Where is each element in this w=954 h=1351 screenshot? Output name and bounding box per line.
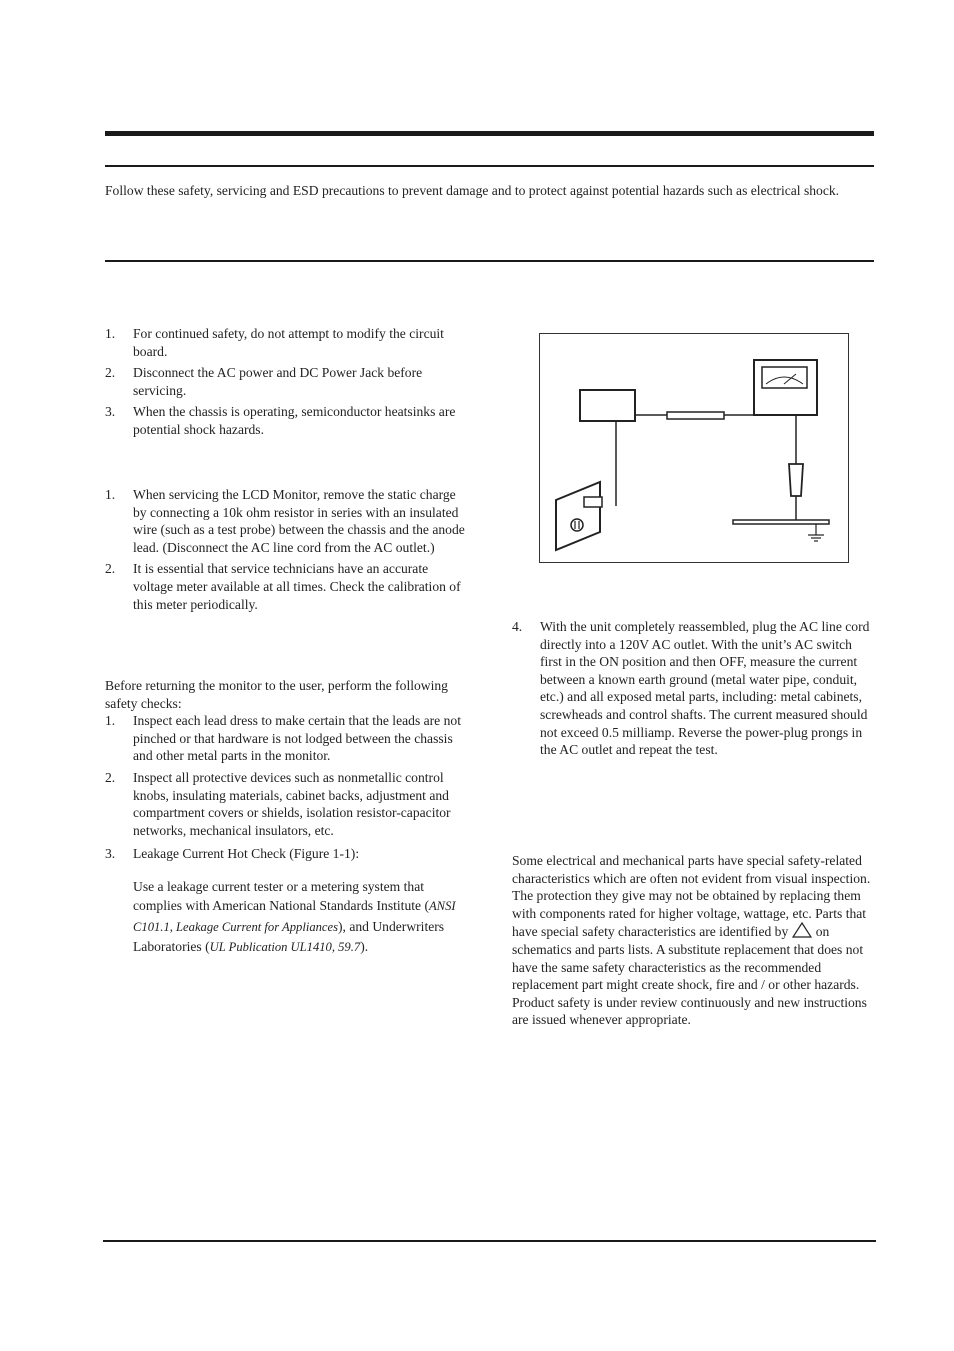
servicing-item-1 [105,486,470,556]
ground-plate [733,520,829,524]
safety-check-item-1 [105,712,470,765]
item-number: 4. [512,619,523,634]
leakage-test-schematic [540,334,848,562]
item-number: 1. [105,487,116,502]
item-number: 1. [105,713,116,729]
safety-checks [105,677,470,958]
item-text: Inspect each lead dress to make certain that the leads are not pinched or that hardware is not lodged between the chassis and other metal parts in the monitor. [133,713,461,764]
item-text: Leakage Current Hot Check (Figure 1-1): [133,846,360,862]
test-probe [789,464,803,496]
warnings-list [105,325,470,439]
standards-text-b: ), and Underwriters Laboratories ( [133,918,445,955]
item-number: 3. [105,404,116,420]
item-text: Inspect all protective devices such as nonmetallic control knobs, insulating materials, cabinet backs, adjustment and compartment covers or shields, isolation resistor-capacitor networks, mechanical insulators, etc. [133,769,451,838]
item-number: 1. [105,326,116,341]
top-thick-rule [105,131,874,136]
plug [584,497,602,507]
standards-text-a: Use a leakage current tester or a metering system that complies with American National Standards Institute ( [133,878,429,914]
safety-triangle-icon [792,922,812,938]
safety-checks-lead: Before returning the monitor to the user, perform the following safety checks: [105,678,448,711]
standards-text-c: ). [360,939,369,955]
product-safety-text-b: on schematics and parts lists. A substitute replacement that does not have the same safety characteristics as the recommended replacement part might create shock, fire and / or other hazards. Product safety is under review continuously and new instructions are issued whenever appropriate. [512,924,867,1028]
item-number: 2. [105,365,116,381]
ul-reference: UL Publication UL1410, 59.7 [209,940,361,955]
item-text: It is essential that service technicians have an accurate voltage meter available at all times. Check the calibration of this meter periodically. [133,561,461,612]
warning-item-1 [105,325,470,360]
wall-outlet [556,482,600,550]
servicing-item-2 [105,560,470,613]
ansi-reference: ANSI C101.1 [133,899,456,934]
leakage-standards-paragraph [105,877,470,958]
device-box [580,390,635,421]
warning-item-2 [105,364,470,399]
warning-item-3 [105,403,470,438]
safety-check-item-2 [105,769,470,839]
resistor-symbol [667,412,724,419]
intro-paragraph: Follow these safety, servicing and ESD precautions to prevent damage and to protect against potential hazards such as electrical shock. [105,183,840,198]
item-number: 2. [105,561,116,577]
item-text: Disconnect the AC power and DC Power Jack before servicing. [133,365,423,398]
servicing-list [105,486,470,613]
ansi-title: , Leakage Current for Appliances [169,919,339,934]
item-number: 3. [105,846,116,862]
item-text: When the chassis is operating, semiconductor heatsinks are potential shock hazards. [133,404,456,437]
leakage-test-diagram [539,333,849,563]
item-text: When servicing the LCD Monitor, remove the static charge by connecting a 10k ohm resistor in series with an insulated wire (such as a test probe) between the chassis and the anode lead. (Disconnect the AC line cord from the AC outlet.) [133,487,465,555]
item-number: 2. [105,769,116,785]
item-text: With the unit completely reassembled, plug the AC line cord directly into a 120V AC outlet. With the unit’s AC switch first in the ON position and then OFF, measure the current between a known earth ground (metal water pipe, conduit, etc.) and all exposed metal parts, including: metal cabinets, screwheads and control shafts. The current measured should not exceed 0.5 milliamp. Reverse the power-plug prongs in the AC outlet and repeat the test. [540,619,870,758]
step-4-item [512,618,874,759]
footer-rule [103,1240,876,1242]
item-text: For continued safety, do not attempt to modify the circuit board. [133,326,444,359]
section-rule [105,260,874,262]
outlet-socket [571,519,583,531]
title-rule [105,165,874,167]
product-safety-text-a: Some electrical and mechanical parts have special safety-related characteristics which are often not evident from visual inspection. The protection they give may not be obtained by replacing them with components rated for higher voltage, wattage, etc. Parts that have special safety characteristics are identified by [512,853,871,940]
safety-check-item-3 [105,845,470,863]
product-safety-notice [512,852,874,1029]
leakage-test-step-4 [512,618,874,759]
product-safety-paragraph [512,852,874,1029]
